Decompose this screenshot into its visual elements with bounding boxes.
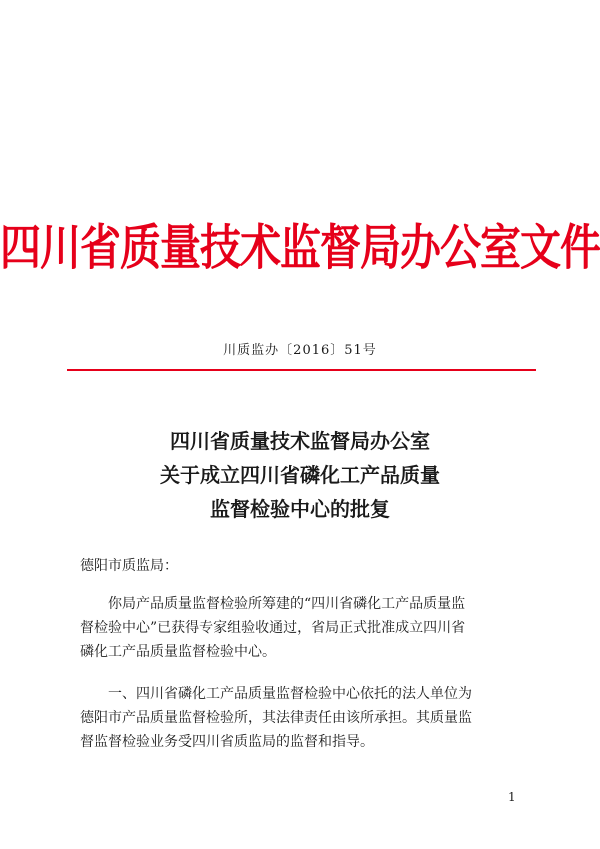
paragraph-line: 督检验中心”已获得专家组验收通过，省局正式批准成立四川省 — [80, 620, 466, 636]
document-title — [0, 424, 600, 526]
paragraph-line: 德阳市产品质量监督检验所，其法律责任由该所承担。其质量监 — [80, 710, 472, 726]
title-line: 监督检验中心的批复 — [210, 497, 390, 521]
salutation: 德阳市质监局： — [80, 558, 178, 574]
masthead-title: 四川省质量技术监督局办公室文件 — [0, 219, 600, 276]
paragraph-line: 一、四川省磷化工产品质量监督检验中心依托的法人单位为 — [108, 686, 472, 702]
body-paragraph — [80, 592, 546, 664]
paragraph-line: 你局产品质量监督检验所筹建的“四川省磷化工产品质量监 — [108, 596, 466, 612]
title-line: 四川省质量技术监督局办公室 — [170, 429, 430, 453]
page-number: 1 — [508, 790, 516, 804]
title-line: 关于成立四川省磷化工产品质量 — [160, 463, 440, 487]
red-divider-rule — [67, 369, 536, 371]
paragraph-line: 磷化工产品质量监督检验中心。 — [80, 644, 276, 660]
paragraph-line: 督监督检验业务受四川省质监局的监督和指导。 — [80, 734, 374, 750]
body-paragraph — [80, 682, 546, 754]
document-number: 川质监办〔2016〕51号 — [223, 343, 377, 358]
